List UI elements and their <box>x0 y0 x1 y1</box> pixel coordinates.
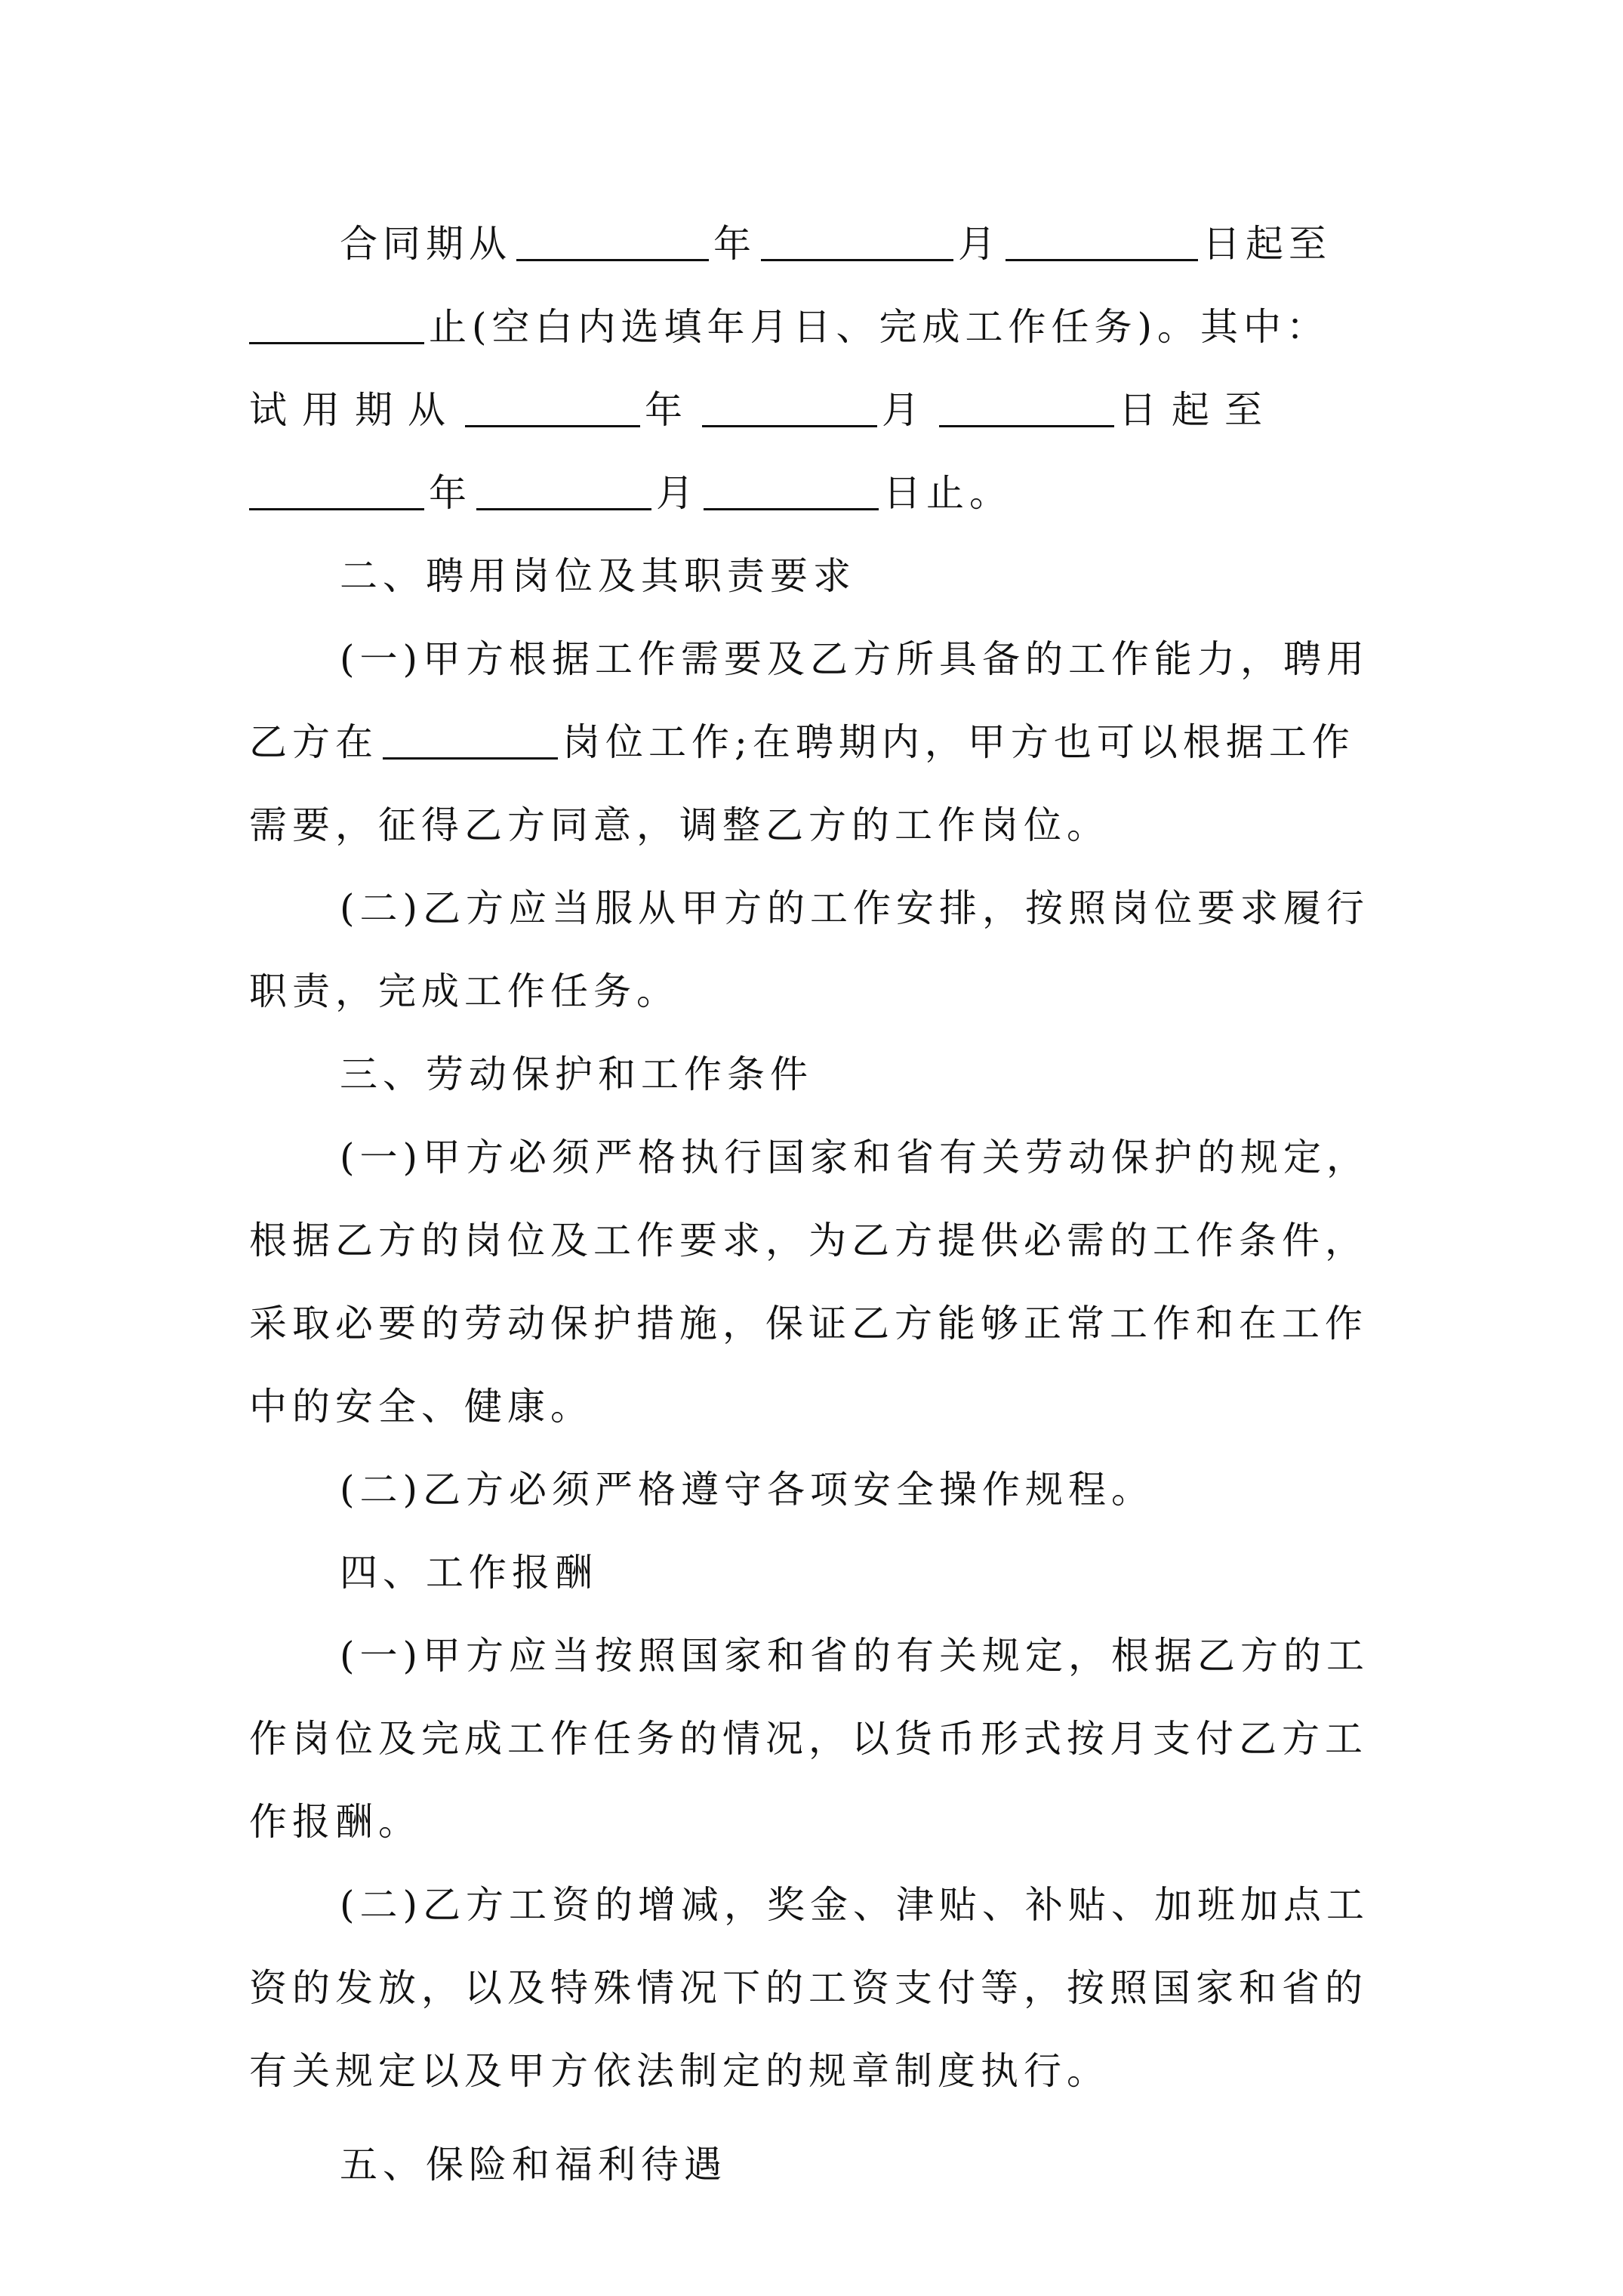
section-4-item-2-line-3: 有关规定以及甲方依法制定的规章制度执行。 <box>249 2049 1110 2093</box>
section-3-item-2-line-1: (二)乙方必须严格遵守各项安全操作规程。 <box>340 1468 1155 1512</box>
probation-end-day-label: 日止。 <box>883 471 1012 515</box>
post-text: 岗位工作;在聘期内，甲方也可以根据工作 <box>562 720 1355 764</box>
start-day-blank[interactable] <box>1006 256 1198 261</box>
contract-period-label: 合同期从 <box>340 222 512 266</box>
section-2-item-2-line-2: 职责，完成工作任务。 <box>249 969 679 1013</box>
section-2-heading: 二、聘用岗位及其职责要求 <box>340 554 856 598</box>
end-date-blank[interactable] <box>249 339 424 344</box>
probation-month-label: 月 <box>882 388 935 432</box>
post-blank[interactable] <box>383 754 558 760</box>
section-3-item-1-line-4: 中的安全、健康。 <box>249 1385 593 1428</box>
section-3-item-1-line-3: 采取必要的劳动保护措施，保证乙方能够正常工作和在工作 <box>249 1302 1368 1345</box>
section-5-heading: 五、保险和福利待遇 <box>340 2143 727 2187</box>
year-label: 年 <box>713 222 756 266</box>
section-4-item-1-line-3: 作报酬。 <box>249 1800 421 1844</box>
probation-end-day-blank[interactable] <box>704 505 879 510</box>
probation-end-month-blank[interactable] <box>476 505 651 510</box>
probation-start-day-blank[interactable] <box>939 422 1114 427</box>
start-month-blank[interactable] <box>761 256 953 261</box>
section-3-item-1-line-1: (一)甲方必须严格执行国家和省有关劳动保护的规定， <box>340 1136 1370 1179</box>
section-2-item-2-line-1: (二)乙方应当服从甲方的工作安排，按照岗位要求履行 <box>340 886 1370 930</box>
section-4-item-1-line-1: (一)甲方应当按照国家和省的有关规定，根据乙方的工 <box>340 1634 1370 1678</box>
post-label: 乙方在 <box>249 720 378 764</box>
contract-period-line-2 <box>249 285 1381 368</box>
probation-line-2 <box>249 451 1381 535</box>
probation-end-month-label: 月 <box>656 471 699 515</box>
document-body <box>249 202 1381 2206</box>
section-2-item-1-line-1: (一)甲方根据工作需要及乙方所具备的工作能力，聘用 <box>340 637 1370 681</box>
month-label: 月 <box>958 222 1001 266</box>
probation-start-year-blank[interactable] <box>465 422 640 427</box>
section-3-item-1-line-2: 根据乙方的岗位及工作要求，为乙方提供必需的工作条件， <box>249 1219 1368 1262</box>
probation-day-from-to-label: 日起至 <box>1119 388 1277 432</box>
probation-label: 试用期从 <box>249 388 460 432</box>
section-4-item-2-line-1: (二)乙方工资的增减，奖金、津贴、补贴、加班加点工 <box>340 1883 1370 1927</box>
section-2-item-1-line-3: 需要，征得乙方同意，调整乙方的工作岗位。 <box>249 803 1110 847</box>
section-3-heading: 三、劳动保护和工作条件 <box>340 1052 813 1096</box>
section-4-item-1-line-2: 作岗位及完成工作任务的情况，以货币形式按月支付乙方工 <box>249 1717 1368 1761</box>
section-4-item-2-line-2: 资的发放，以及特殊情况下的工资支付等，按照国家和省的 <box>249 1966 1368 2010</box>
probation-line-1 <box>249 368 1381 451</box>
contract-period-line-1 <box>249 202 1381 285</box>
probation-start-month-blank[interactable] <box>702 422 877 427</box>
section-4-heading: 四、工作报酬 <box>340 1551 598 1595</box>
start-year-blank[interactable] <box>516 256 709 261</box>
probation-end-year-blank[interactable] <box>249 505 424 510</box>
day-from-to-label: 日起至 <box>1203 222 1332 266</box>
probation-end-year-label: 年 <box>429 471 472 515</box>
section-2-item-1-line-2 <box>249 701 1381 784</box>
contract-period-note: 止(空白内选填年月日、完成工作任务)。其中： <box>429 305 1330 349</box>
probation-year-label: 年 <box>645 388 698 432</box>
